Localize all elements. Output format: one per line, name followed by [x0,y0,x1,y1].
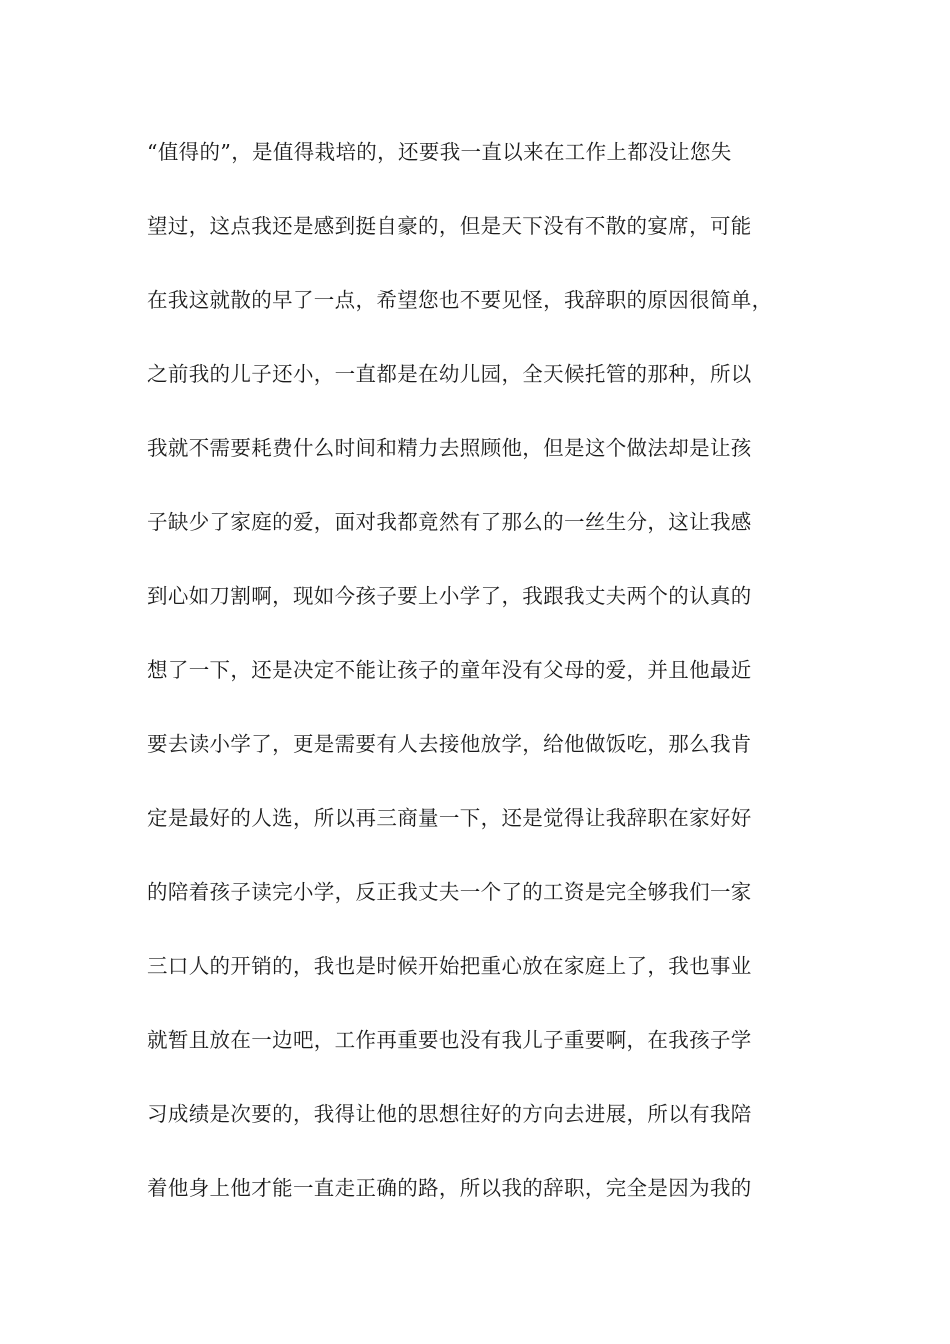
text-line-1: “值得的”，是值得栽培的，还要我一直以来在工作上都没让您失 [147,140,732,164]
text-line-15: 着他身上他才能一直走正确的路，所以我的辞职，完全是因为我的 [147,1176,752,1200]
text-line-7: 到心如刀割啊，现如今孩子要上小学了，我跟我丈夫两个的认真的 [147,584,752,608]
text-line-14: 习成绩是次要的，我得让他的思想往好的方向去进展，所以有我陪 [147,1102,752,1126]
text-line-9: 要去读小学了，更是需要有人去接他放学，给他做饭吃，那么我肯 [147,732,752,756]
text-line-8: 想了一下，还是决定不能让孩子的童年没有父母的爱，并且他最近 [147,658,752,682]
text-line-2: 望过，这点我还是感到挺自豪的，但是天下没有不散的宴席，可能 [147,214,752,238]
text-line-11: 的陪着孩子读完小学，反正我丈夫一个了的工资是完全够我们一家 [147,880,752,904]
text-line-5: 我就不需要耗费什么时间和精力去照顾他，但是这个做法却是让孩 [147,436,752,460]
text-line-10: 定是最好的人选，所以再三商量一下，还是觉得让我辞职在家好好 [147,806,752,830]
body-text [147,130,817,1240]
text-line-6: 子缺少了家庭的爱，面对我都竟然有了那么的一丝生分，这让我感 [147,510,752,534]
text-line-12: 三口人的开销的，我也是时候开始把重心放在家庭上了，我也事业 [147,954,752,978]
text-line-13: 就暂且放在一边吧，工作再重要也没有我儿子重要啊，在我孩子学 [147,1028,752,1052]
text-line-4: 之前我的儿子还小，一直都是在幼儿园，全天候托管的那种，所以 [147,362,752,386]
text-line-3: 在我这就散的早了一点，希望您也不要见怪，我辞职的原因很简单， [147,288,773,312]
